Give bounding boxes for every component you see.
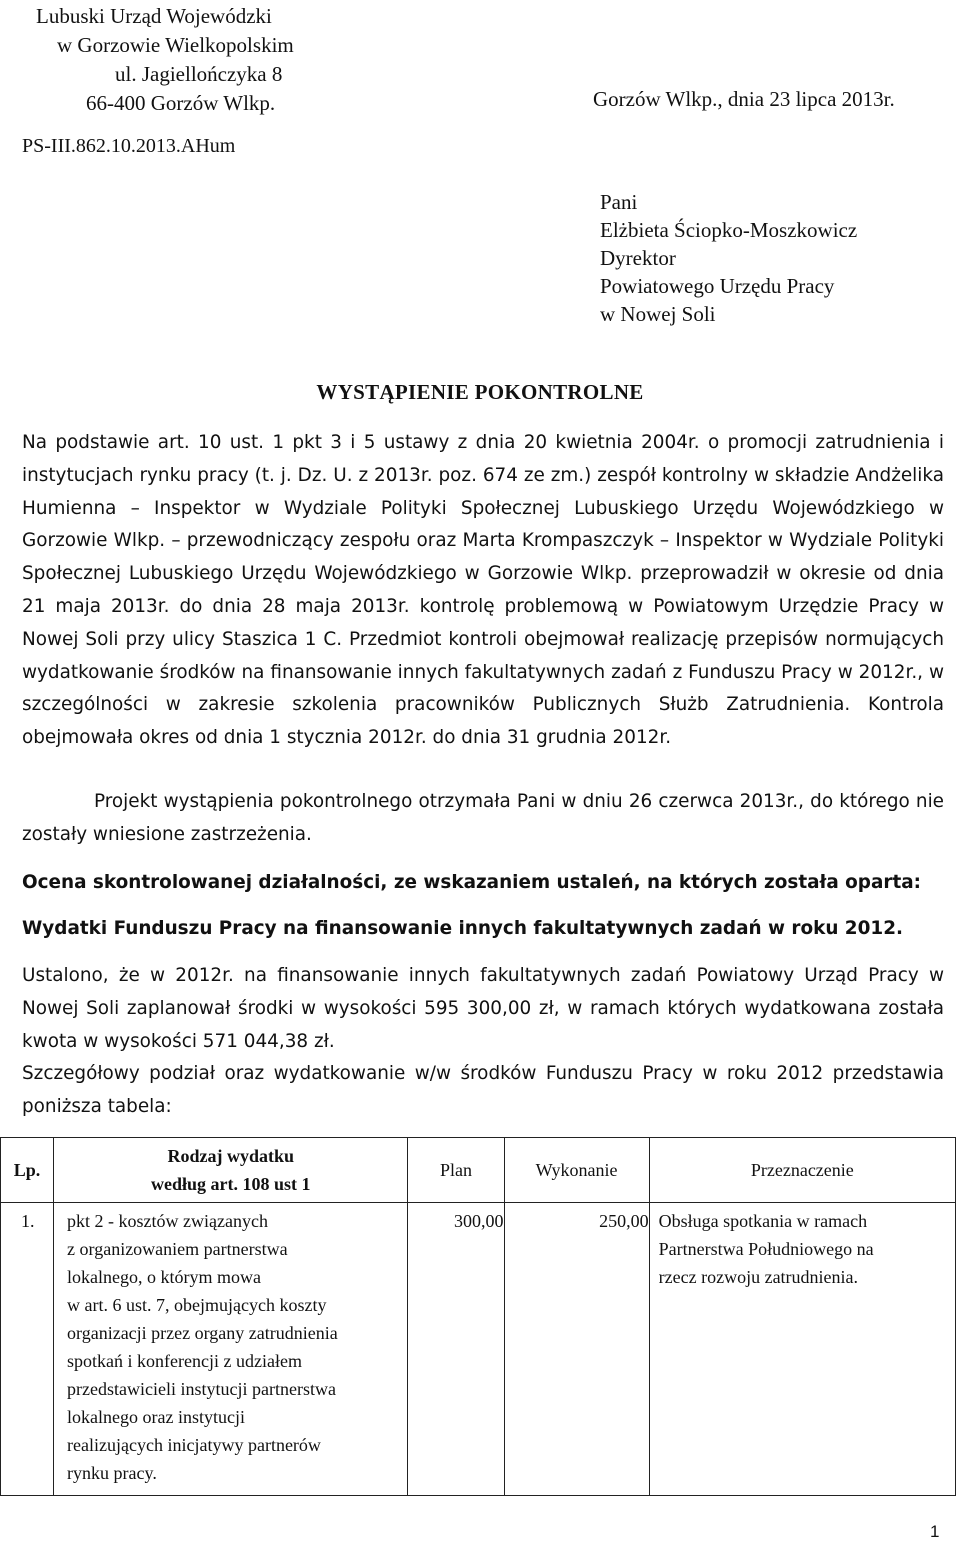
document-date: Gorzów Wlkp., dnia 23 lipca 2013r. [593, 87, 895, 111]
sender-city: w Gorzowie Wielkopolskim [57, 33, 294, 57]
rodzaj-line: realizujących inicjatywy partnerów [67, 1435, 321, 1455]
rodzaj-line: lokalnego, o którym mowa [67, 1267, 262, 1287]
sender-postcode: 66-400 Gorzów Wlkp. [86, 91, 276, 115]
table-header-row [1, 1138, 956, 1203]
header-lp: Lp. [1, 1138, 54, 1203]
rodzaj-line: w art. 6 ust. 7, obejmujących koszty [67, 1295, 327, 1315]
recipient-city: w Nowej Soli [600, 302, 716, 326]
recipient-name: Elżbieta Ściopko-Moszkowicz [600, 218, 858, 242]
cell-przeznaczenie [649, 1203, 955, 1496]
sender-name: Lubuski Urząd Wojewódzki [36, 4, 272, 28]
recipient-office: Powiatowego Urzędu Pracy [600, 274, 835, 298]
reference-number: PS-III.862.10.2013.AHum [22, 135, 236, 157]
draft-paragraph: Projekt wystąpienia pokontrolnego otrzymała Pani w dniu 26 czerwca 2013r., do którego nie zostały wniesione zastrzeżenia. [22, 791, 944, 845]
sender-address [36, 2, 294, 118]
cell-lp: 1. [1, 1203, 54, 1496]
rodzaj-line: lokalnego oraz instytucji [67, 1407, 245, 1427]
document-heading: WYSTĄPIENIE POKONTROLNE [316, 380, 644, 404]
rodzaj-line: spotkań i konferencji z udziałem [67, 1351, 302, 1371]
assessment-heading: Ocena skontrolowanej działalności, ze wskazaniem ustaleń, na których została oparta: [22, 872, 921, 893]
przeznaczenie-line: rzecz rozwoju zatrudnienia. [658, 1267, 859, 1287]
findings-paragraph: Ustalono, że w 2012r. na finansowanie innych fakultatywnych zadań Powiatowy Urząd Pracy w Nowej Soli zaplanował środki w wysokości 595 300,00 zł, w ramach których wydatkowana została kwota w wysokości 571 044,38 zł. [22, 965, 944, 1052]
header-rodzaj-line2: według art. 108 ust 1 [150, 1174, 311, 1194]
przeznaczenie-line: Obsługa spotkania w ramach [658, 1211, 868, 1231]
rodzaj-line: organizacji przez organy zatrudnienia [67, 1323, 338, 1343]
cell-wykonanie: 250,00 [504, 1203, 649, 1496]
intro-paragraph: Na podstawie art. 10 ust. 1 pkt 3 i 5 ustawy z dnia 20 kwietnia 2004r. o promocji zatrudnienia i instytucjach rynku pracy (t. j. Dz. U. z 2013r. poz. 674 ze zm.) zespół kontrolny w składzie Andżelika Humienna – Inspektor w Wydziale Polityki Społecznej Lubuskiego Urzędu Wojewódzkiego w Gorzowie Wlkp. – przewodniczący zespołu oraz Marta Krompaszczyk – Inspektor w Wydziale Polityki Społecznej Lubuskiego Urzędu Wojewódzkiego w Gorzowie Wlkp. przeprowadził w okresie od dnia 21 maja 2013r. do dnia 28 maja 2013r. kontrolę problemową w Powiatowym Urzędzie Pracy w Nowej Soli przy ulicy Staszica 1 C. Przedmiot kontroli obejmował realizację przepisów normujących wydatkowanie środków na finansowanie innych fakultatywnych zadań z Funduszu Pracy w 2012r., w szczególności w zakresie szkolenia pracowników Publicznych Służb Zatrudnienia. Kontrola obejmowała okres od dnia 1 stycznia 2012r. do dnia 31 grudnia 2012r. [22, 432, 944, 749]
table-row [1, 1203, 956, 1496]
recipient-address [600, 188, 857, 328]
expenses-table [0, 1137, 956, 1496]
rodzaj-line: przedstawicieli instytucji partnerstwa [67, 1379, 336, 1399]
header-rodzaj-line1: Rodzaj wydatku [167, 1146, 294, 1166]
cell-plan: 300,00 [408, 1203, 504, 1496]
recipient-title: Dyrektor [600, 246, 676, 270]
sender-street: ul. Jagiellończyka 8 [115, 62, 283, 86]
rodzaj-line: rynku pracy. [67, 1463, 157, 1483]
przeznaczenie-line: Partnerstwa Południowego na [658, 1239, 874, 1259]
section-heading: Wydatki Funduszu Pracy na finansowanie innych fakultatywnych zadań w roku 2012. [22, 918, 903, 939]
header-plan: Plan [408, 1138, 504, 1203]
page-number: 1 [930, 1522, 940, 1541]
header-rodzaj [54, 1138, 408, 1203]
rodzaj-line: pkt 2 - kosztów związanych [67, 1211, 268, 1231]
rodzaj-line: z organizowaniem partnerstwa [67, 1239, 288, 1259]
header-wykonanie: Wykonanie [504, 1138, 649, 1203]
table-intro-paragraph: Szczegółowy podział oraz wydatkowanie w/w środków Funduszu Pracy w roku 2012 przedstawia poniższa tabela: [22, 1063, 944, 1117]
recipient-salutation: Pani [600, 190, 638, 214]
cell-rodzaj [54, 1203, 408, 1496]
header-przeznaczenie: Przeznaczenie [649, 1138, 955, 1203]
